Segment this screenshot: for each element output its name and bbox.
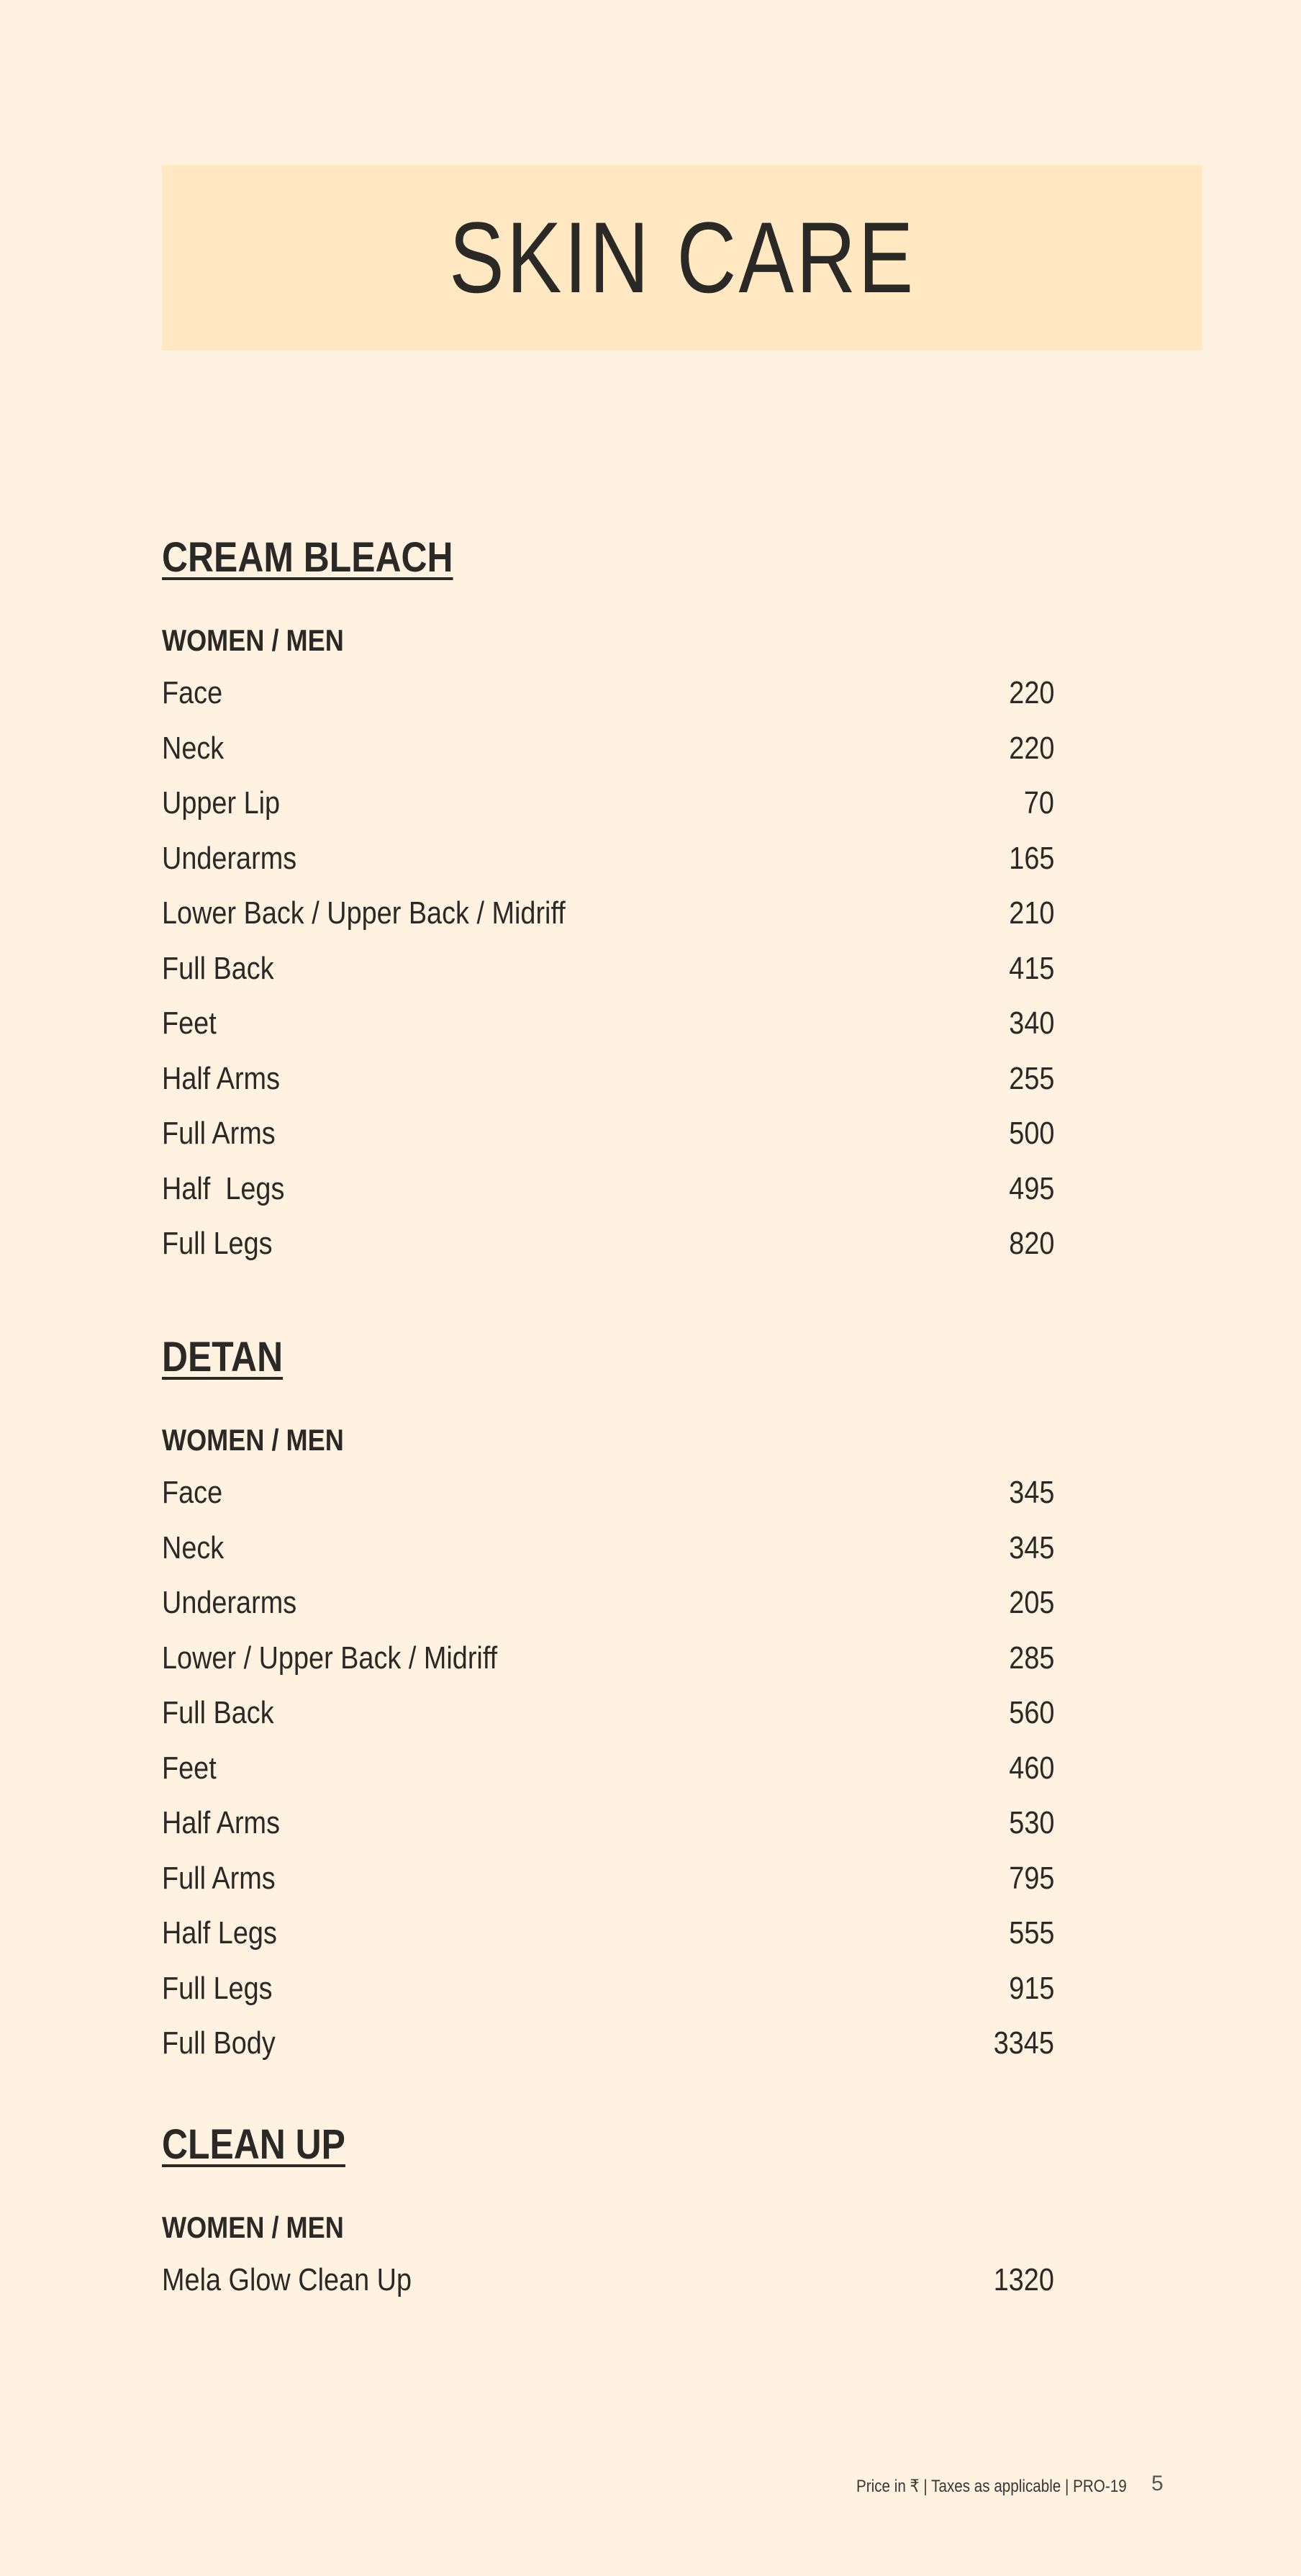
list-item: [162, 996, 1054, 1052]
item-price: 205: [1008, 1585, 1054, 1620]
section-subtitle: WOMEN / MEN: [162, 2210, 344, 2244]
item-price: 555: [1008, 1915, 1054, 1951]
section-title: DETAN: [162, 1334, 284, 1380]
list-item: [162, 1465, 1054, 1521]
item-label: Half Legs: [162, 1170, 285, 1206]
list-item: [162, 1741, 1054, 1797]
item-label: Mela Glow Clean Up: [162, 2262, 412, 2297]
item-price: 1320: [993, 2262, 1054, 2297]
list-item: [162, 1162, 1054, 1217]
list-item: [162, 886, 1054, 941]
item-label: Full Legs: [162, 1226, 273, 1261]
list-item: [162, 2016, 1054, 2071]
list-item: [162, 1961, 1054, 2017]
section-clean-up: [162, 2118, 1054, 2308]
title-banner: [162, 165, 1202, 351]
item-price: 530: [1008, 1805, 1054, 1840]
item-label: Full Legs: [162, 1970, 273, 2006]
item-price: 560: [1008, 1695, 1054, 1730]
item-price: 795: [1008, 1860, 1054, 1896]
section-title: CREAM BLEACH: [162, 534, 453, 581]
footer-note: Price in ₹ | Taxes as applicable | PRO-19: [856, 2477, 1127, 2496]
item-label: Full Body: [162, 2025, 276, 2061]
item-label: Upper Lip: [162, 785, 281, 821]
list-item: [162, 1796, 1054, 1851]
list-item: [162, 1521, 1054, 1576]
item-price: 210: [1008, 895, 1054, 931]
section-cream-bleach: [162, 530, 1054, 1272]
item-label: Feet: [162, 1005, 217, 1041]
section-subtitle: WOMEN / MEN: [162, 1423, 344, 1457]
list-item: [162, 1906, 1054, 1961]
item-price: 70: [1023, 785, 1054, 821]
item-price: 500: [1008, 1116, 1054, 1151]
item-price: 415: [1008, 950, 1054, 986]
list-item: [162, 941, 1054, 997]
item-label: Half Legs: [162, 1915, 277, 1951]
item-label: Neck: [162, 730, 225, 766]
list-item: [162, 2253, 1054, 2308]
item-label: Underarms: [162, 840, 297, 876]
item-label: Face: [162, 1475, 223, 1510]
item-label: Neck: [162, 1529, 225, 1565]
item-price: 495: [1008, 1170, 1054, 1206]
item-price: 285: [1008, 1640, 1054, 1676]
item-label: Full Back: [162, 950, 274, 986]
section-title: CLEAN UP: [162, 2121, 345, 2168]
item-price: 915: [1008, 1970, 1054, 2006]
item-label: Lower / Upper Back / Midriff: [162, 1640, 498, 1676]
list-item: [162, 1106, 1054, 1162]
item-label: Feet: [162, 1750, 217, 1786]
page-title: SKIN CARE: [448, 201, 916, 314]
section-subtitle: WOMEN / MEN: [162, 623, 344, 657]
item-price: 340: [1008, 1005, 1054, 1041]
list-item: [162, 1576, 1054, 1631]
item-label: Underarms: [162, 1585, 297, 1620]
list-item: [162, 1686, 1054, 1741]
list-item: [162, 666, 1054, 721]
item-label: Half Arms: [162, 1805, 281, 1840]
section-detan: [162, 1330, 1054, 2071]
item-price: 345: [1008, 1529, 1054, 1565]
item-label: Face: [162, 675, 223, 710]
item-label: Lower Back / Upper Back / Midriff: [162, 895, 566, 931]
list-item: [162, 721, 1054, 777]
item-price: 165: [1008, 840, 1054, 876]
list-item: [162, 1851, 1054, 1907]
list-item: [162, 1631, 1054, 1686]
item-price: 460: [1008, 1750, 1054, 1786]
list-item: [162, 776, 1054, 831]
item-label: Full Back: [162, 1695, 274, 1730]
item-price: 220: [1008, 675, 1054, 710]
item-price: 3345: [993, 2025, 1054, 2061]
list-item: [162, 1216, 1054, 1272]
list-item: [162, 1052, 1054, 1107]
item-price: 220: [1008, 730, 1054, 766]
item-price: 345: [1008, 1475, 1054, 1510]
item-price: 255: [1008, 1060, 1054, 1096]
item-price: 820: [1008, 1226, 1054, 1261]
page-number: 5: [1151, 2472, 1164, 2495]
list-item: [162, 831, 1054, 887]
item-label: Half Arms: [162, 1060, 281, 1096]
item-label: Full Arms: [162, 1116, 276, 1151]
item-label: Full Arms: [162, 1860, 276, 1896]
